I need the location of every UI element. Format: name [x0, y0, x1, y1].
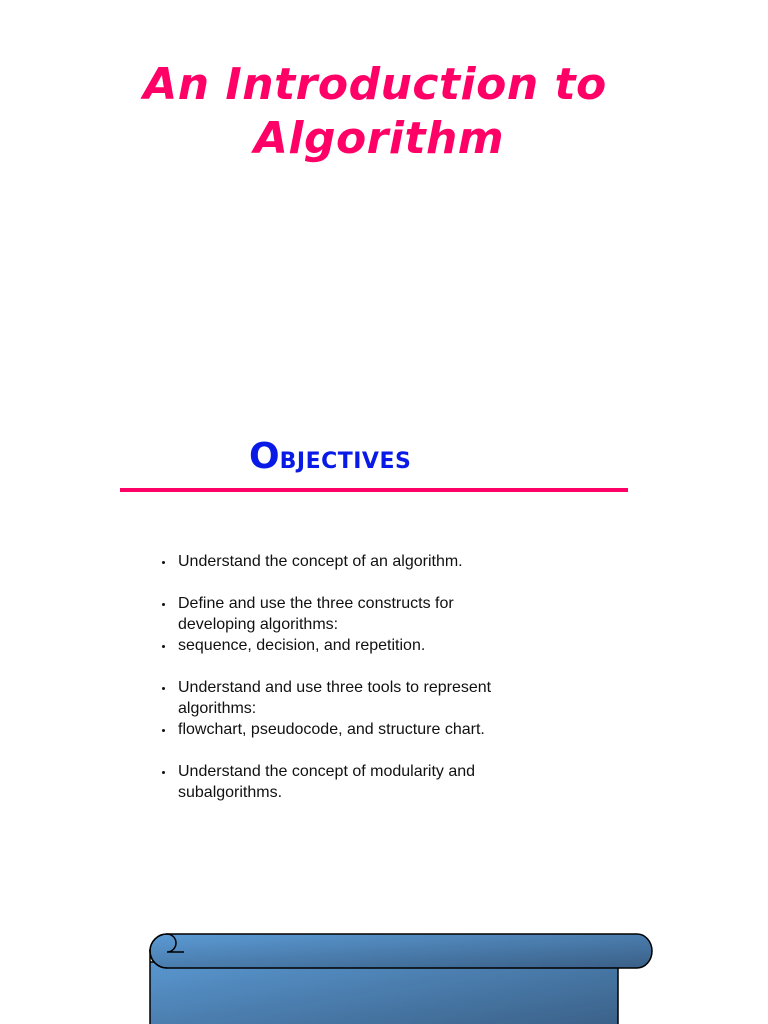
- list-item-text-continued: developing algorithms:: [178, 616, 339, 633]
- title-line-2: Algorithm: [253, 113, 505, 164]
- objectives-heading-initial: O: [249, 436, 280, 477]
- list-item-text-continued: algorithms:: [178, 700, 257, 717]
- list-item-text: Understand the concept of modularity and: [178, 763, 476, 780]
- scroll-top-roll-shape: [150, 934, 652, 968]
- title-line-1: An Introduction to: [143, 59, 607, 110]
- list-item-text-continued: subalgorithms.: [178, 784, 283, 801]
- objectives-heading-rest: BJECTIVES: [279, 449, 412, 474]
- list-item-text: Understand the concept of an algorithm.: [178, 553, 463, 570]
- list-item-text: sequence, decision, and repetition.: [178, 637, 426, 654]
- list-item-text: Define and use the three constructs for: [178, 595, 454, 612]
- list-item-text: Understand and use three tools to represent: [178, 679, 492, 696]
- list-item-text: flowchart, pseudocode, and structure chart.: [178, 721, 485, 738]
